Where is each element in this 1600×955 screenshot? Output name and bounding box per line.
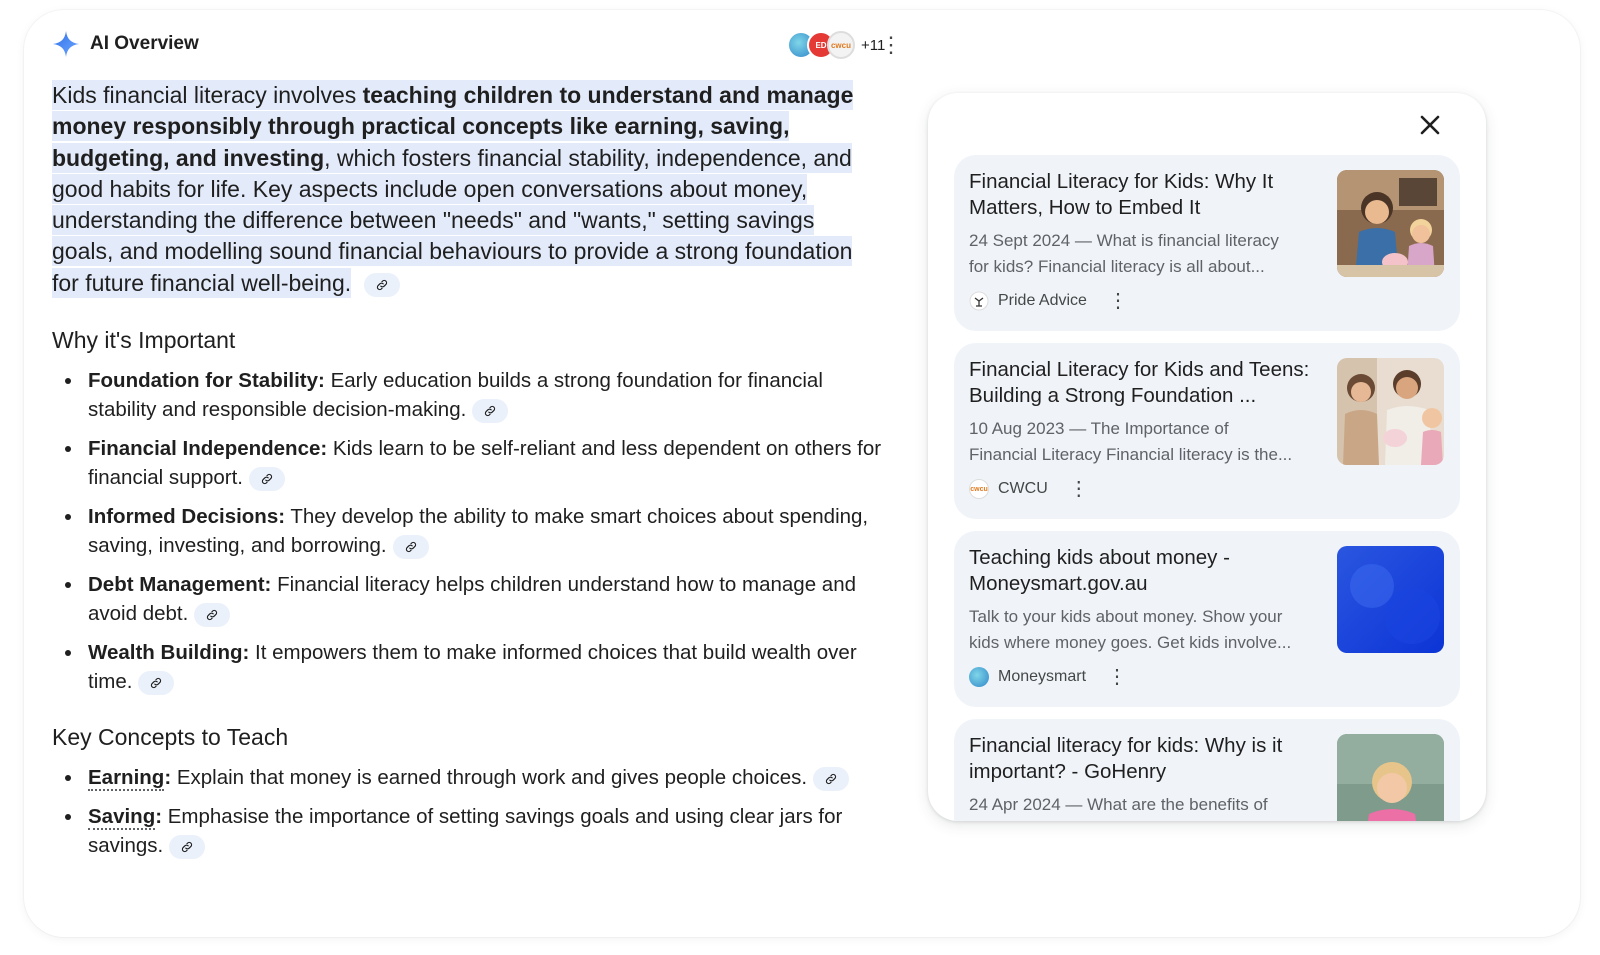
list-item bbox=[52, 502, 882, 560]
source-card-source bbox=[969, 479, 1089, 499]
source-card[interactable] bbox=[954, 531, 1460, 707]
link-icon bbox=[260, 472, 274, 486]
more-options-icon[interactable]: ⋮ bbox=[1068, 478, 1089, 500]
list-item-term: Informed Decisions: bbox=[88, 505, 286, 529]
moneysmart-favicon-icon bbox=[969, 667, 989, 687]
more-options-icon[interactable]: ⋮ bbox=[1107, 666, 1128, 688]
intro-rest: , which fosters financial stability, independence, and good habits for life. Key aspects include open conversations about money, understanding the difference between "needs" and "wants," setting savings goals, and modelling sound financial behaviours to provide a strong foundation for future financial well-being. bbox=[52, 144, 853, 296]
why-important-heading: Why it's Important bbox=[52, 327, 236, 354]
source-name: CWCU bbox=[998, 480, 1048, 497]
sources-panel bbox=[928, 93, 1486, 821]
citation-link-button[interactable] bbox=[169, 835, 205, 859]
list-item bbox=[52, 434, 882, 492]
snippet-line: 10 Aug 2023 — The Importance of bbox=[969, 419, 1229, 438]
source-card-title[interactable]: Financial Literacy for Kids and Teens: Building a Strong Foundation ... bbox=[969, 358, 1310, 407]
source-card-snippet bbox=[969, 228, 1324, 280]
overview-body bbox=[52, 80, 882, 870]
link-icon bbox=[483, 404, 497, 418]
source-card-source bbox=[969, 291, 1128, 311]
snippet-line: for kids? Financial literacy is all about... bbox=[969, 257, 1265, 276]
list-item bbox=[52, 802, 882, 860]
term-colon: : bbox=[155, 805, 163, 829]
sources-more-count: +11 bbox=[861, 36, 886, 54]
ai-overview-title: AI Overview bbox=[90, 33, 199, 54]
link-icon bbox=[375, 278, 389, 292]
key-concepts-heading: Key Concepts to Teach bbox=[52, 724, 289, 751]
source-thumbnail bbox=[1337, 734, 1444, 821]
snippet-line: kids where money goes. Get kids involve... bbox=[969, 633, 1292, 652]
list-item-text: Early education builds a strong foundation for financial stability and responsible decision-making. bbox=[88, 369, 823, 422]
source-card-snippet bbox=[969, 604, 1324, 656]
source-card-title[interactable]: Teaching kids about money - Moneysmart.gov.au bbox=[969, 546, 1230, 595]
list-item-text: Explain that money is earned through work and gives people choices. bbox=[171, 766, 808, 790]
citation-link-button[interactable] bbox=[813, 767, 849, 791]
link-icon bbox=[180, 840, 194, 854]
intro-highlight bbox=[52, 80, 853, 298]
list-item-text: Financial literacy helps children understand how to manage and avoid debt. bbox=[88, 573, 856, 626]
key-concepts-list bbox=[52, 763, 882, 860]
link-icon bbox=[824, 772, 838, 786]
list-item-term: Wealth Building: bbox=[88, 641, 250, 665]
close-icon[interactable] bbox=[1416, 111, 1444, 139]
source-name: Pride Advice bbox=[998, 292, 1087, 309]
source-card-title[interactable]: Financial Literacy for Kids: Why It Matters, How to Embed It bbox=[969, 170, 1274, 219]
source-thumbnail bbox=[1337, 170, 1444, 277]
list-item-text: It empowers them to make informed choices that build wealth over time. bbox=[88, 641, 857, 694]
list-item-text: Kids learn to be self-reliant and less dependent on others for financial support. bbox=[88, 437, 882, 490]
cwcu-favicon-icon: cwcu bbox=[827, 31, 855, 59]
list-item bbox=[52, 638, 882, 696]
source-card[interactable] bbox=[954, 719, 1460, 821]
list-item bbox=[52, 763, 882, 792]
citation-link-button[interactable] bbox=[472, 399, 508, 423]
list-item-term: Debt Management: bbox=[88, 573, 272, 597]
saving-term-link[interactable]: Saving bbox=[88, 805, 156, 829]
source-card-snippet bbox=[969, 416, 1324, 468]
ai-overview-header bbox=[52, 30, 199, 58]
list-item bbox=[52, 570, 882, 628]
list-item-term: Financial Independence: bbox=[88, 437, 328, 461]
source-card[interactable] bbox=[954, 155, 1460, 331]
list-item-text: They develop the ability to make smart choices about spending, saving, investing, and borrowing. bbox=[88, 505, 869, 558]
source-thumbnail bbox=[1337, 358, 1444, 465]
more-options-icon[interactable]: ⋮ bbox=[1107, 290, 1128, 312]
snippet-line: 24 Sept 2024 — What is financial literacy bbox=[969, 231, 1279, 250]
snippet-line: 24 Apr 2024 — What are the benefits of bbox=[969, 795, 1268, 814]
source-card[interactable] bbox=[954, 343, 1460, 519]
source-card-source bbox=[969, 667, 1127, 687]
citation-link-button[interactable] bbox=[138, 671, 174, 695]
intro-paragraph bbox=[52, 80, 882, 299]
intro-bold: teaching children to understand and manage money responsibly through practical concepts like earning, saving, budgeting, and investing bbox=[52, 82, 854, 171]
sources-cluster[interactable] bbox=[787, 31, 885, 59]
link-icon bbox=[149, 676, 163, 690]
term-colon: : bbox=[164, 766, 172, 790]
ed-favicon-icon: ED bbox=[807, 31, 835, 59]
link-icon bbox=[205, 608, 219, 622]
cwcu-favicon-icon: cwcu bbox=[969, 479, 989, 499]
list-item bbox=[52, 366, 882, 424]
source-card-snippet bbox=[969, 792, 1324, 818]
source-name: Moneysmart bbox=[998, 668, 1087, 685]
citation-link-button[interactable] bbox=[364, 273, 400, 297]
link-icon bbox=[404, 540, 418, 554]
more-options-icon[interactable]: ⋮ bbox=[880, 32, 902, 57]
gemini-sparkle-icon bbox=[52, 30, 80, 58]
pride-advice-favicon-icon bbox=[969, 291, 989, 311]
source-thumbnail bbox=[1337, 546, 1444, 653]
list-item-term: Foundation for Stability: bbox=[88, 369, 325, 393]
list-item-text: Emphasise the importance of setting savings goals and using clear jars for savings. bbox=[88, 805, 843, 858]
citation-link-button[interactable] bbox=[393, 535, 429, 559]
snippet-line: Financial Literacy Financial literacy is the... bbox=[969, 445, 1293, 464]
earning-term-link[interactable]: Earning bbox=[88, 766, 165, 790]
intro-lead: Kids financial literacy involves bbox=[52, 82, 357, 108]
citation-link-button[interactable] bbox=[249, 467, 285, 491]
citation-link-button[interactable] bbox=[194, 603, 230, 627]
snippet-line: Talk to your kids about money. Show your bbox=[969, 607, 1283, 626]
source-card-title[interactable]: Financial literacy for kids: Why is it important? - GoHenry bbox=[969, 734, 1283, 783]
why-important-list bbox=[52, 366, 882, 696]
